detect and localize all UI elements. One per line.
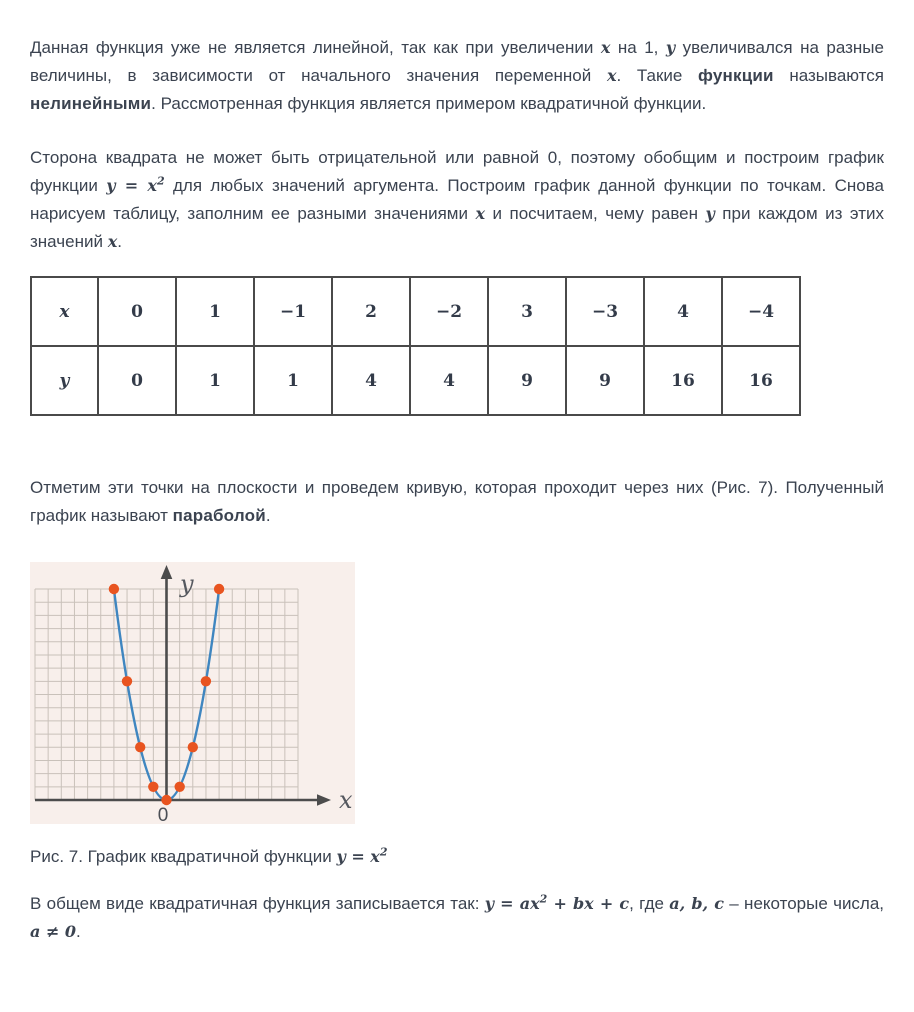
- table-cell: 0: [98, 277, 176, 346]
- text-run: y = x: [106, 176, 157, 195]
- text-run: функции: [698, 66, 774, 85]
- text-run: x: [606, 66, 617, 85]
- paragraph-general-form: [30, 890, 884, 946]
- table-row-y: [31, 346, 800, 415]
- text-run: называются: [773, 66, 884, 85]
- data-point: [122, 676, 132, 686]
- data-point: [135, 742, 145, 752]
- table-cell: −1: [254, 277, 332, 346]
- paragraph-nonlinear-functions: [30, 34, 884, 118]
- table-cell: 1: [254, 346, 332, 415]
- text-run: В общем виде квадратичная функция записывается так:: [30, 894, 485, 913]
- paragraph-plot-points: [30, 474, 884, 530]
- table-cell: 4: [410, 346, 488, 415]
- text-run: 2: [156, 174, 165, 188]
- text-run: a ≠ 0: [30, 922, 77, 941]
- table-cell: 4: [644, 277, 722, 346]
- table-cell: 9: [488, 346, 566, 415]
- text-run: x: [475, 204, 486, 223]
- text-run: при каждом из этих значений: [30, 204, 885, 251]
- text-run: Рис. 7. График квадратичной функции: [30, 847, 337, 866]
- table-cell: 1: [176, 346, 254, 415]
- table-header-x: x: [31, 277, 98, 346]
- data-point: [214, 584, 224, 594]
- table-cell: −2: [410, 277, 488, 346]
- text-run: y: [665, 38, 676, 57]
- table-cell: 16: [722, 346, 800, 415]
- text-run: x: [107, 232, 118, 251]
- text-run: увеличивался на разные величины, в зависимости от начального значения переменной: [30, 38, 884, 85]
- table-cell: −4: [722, 277, 800, 346]
- text-run: .: [117, 232, 122, 251]
- table-cell: 2: [332, 277, 410, 346]
- parabola-figure: [30, 562, 355, 824]
- table-cell: 4: [332, 346, 410, 415]
- origin-label: 0: [157, 805, 169, 824]
- table-cell: 9: [566, 346, 644, 415]
- table-cell: 3: [488, 277, 566, 346]
- text-run: – некоторые числа,: [724, 894, 885, 913]
- y-axis-label: y: [180, 570, 194, 598]
- text-run: x: [600, 38, 611, 57]
- table-cell: 1: [176, 277, 254, 346]
- text-run: .: [265, 506, 271, 525]
- text-run: y: [705, 204, 715, 223]
- text-run: , где: [629, 894, 670, 913]
- text-run: Данная функция уже не является линейной, так как при увеличении: [30, 38, 601, 57]
- text-run: нелинейными: [30, 94, 152, 113]
- values-table: [30, 276, 801, 416]
- paragraph-square-function: [30, 144, 884, 256]
- data-point: [148, 782, 158, 792]
- text-run: параболой: [172, 506, 266, 525]
- data-point: [188, 742, 198, 752]
- table-cell: 0: [98, 346, 176, 415]
- text-run: Отметим эти точки на плоскости и проведем кривую, которая проходит через них (Рис. 7). Полученный график называют: [30, 478, 884, 525]
- text-run: . Рассмотренная функция является примером квадратичной функции.: [151, 94, 707, 113]
- text-run: на 1,: [610, 38, 666, 57]
- text-run: и посчитаем, чему равен: [485, 204, 706, 223]
- text-run: a, b, c: [669, 894, 725, 913]
- data-point: [161, 795, 171, 805]
- data-point: [175, 782, 185, 792]
- text-run: .: [76, 922, 81, 941]
- text-run: . Такие: [616, 66, 699, 85]
- text-run: y = ax: [484, 894, 540, 913]
- x-axis-label: x: [339, 786, 353, 814]
- figure-plot: [30, 562, 884, 824]
- table-row-x: [31, 277, 800, 346]
- table-header-y: y: [31, 346, 98, 415]
- text-run: + bx + c: [547, 894, 630, 913]
- text-run: для любых значений аргумента. Построим график данной функции по точкам. Снова нарисуем таблицу, заполним ее разными значениями: [30, 176, 885, 223]
- text-run: Сторона квадрата не может быть отрицательной или равной 0, поэтому обобщим и построим график функции: [30, 148, 884, 195]
- table-cell: 16: [644, 346, 722, 415]
- text-run: 2: [539, 892, 548, 906]
- text-run: 2: [379, 845, 388, 859]
- table-cell: −3: [566, 277, 644, 346]
- figure-caption: [30, 843, 884, 871]
- data-point: [201, 676, 211, 686]
- text-run: y = x: [336, 847, 380, 866]
- data-point: [109, 584, 119, 594]
